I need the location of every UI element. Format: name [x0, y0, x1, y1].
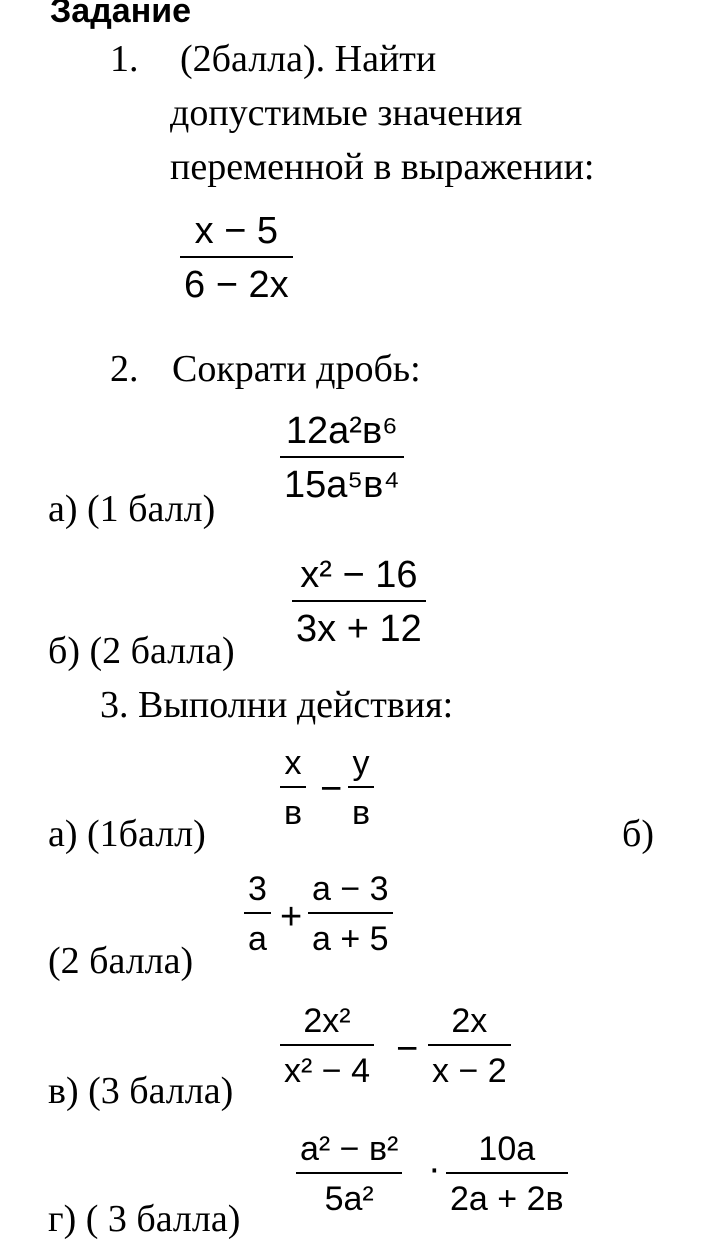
task1-numerator: x − 5: [194, 210, 279, 252]
task3b-f2-denominator: a + 5: [312, 920, 389, 958]
task1-line3: переменной в выражении:: [170, 146, 595, 188]
task3a-operator: −: [320, 768, 343, 810]
task3b-label: (2 балла): [48, 940, 194, 982]
task3a-f1-numerator: x: [284, 744, 302, 782]
task2b-label: б) (2 балла): [48, 630, 235, 672]
task3c-f2-numerator: 2x: [451, 1002, 488, 1040]
fraction-bar: [244, 912, 271, 914]
task2-number: 2.: [110, 348, 139, 390]
fraction-bar: [348, 786, 374, 788]
task3a-fraction-1: [280, 746, 306, 830]
task1-line2: допустимые значения: [170, 92, 523, 134]
task1-line1: (2балла). Найти: [180, 38, 437, 80]
task2a-denominator: 15a⁵в⁴: [284, 464, 400, 506]
task3c-f2-denominator: x − 2: [432, 1052, 507, 1090]
task3b-operator: +: [280, 896, 303, 938]
task3d-f2-denominator: 2a + 2в: [450, 1180, 564, 1218]
task3b-f1-denominator: a: [248, 920, 267, 958]
task3c-label: в) (3 балла): [48, 1070, 234, 1112]
task1-number: 1.: [110, 38, 139, 80]
task3a-f2-numerator: y: [352, 744, 370, 782]
fraction-bar: [296, 1172, 402, 1174]
fraction-bar: [180, 256, 293, 258]
fraction-bar: [280, 1044, 374, 1046]
task1-fraction: [180, 212, 293, 304]
task3d-f1-denominator: 5a²: [324, 1180, 374, 1218]
task3d-fraction-1: [296, 1132, 402, 1216]
task3a-f2-denominator: в: [352, 794, 371, 832]
task3d-f1-numerator: a² − в²: [300, 1130, 399, 1168]
page-title: Задание: [50, 0, 192, 30]
fraction-bar: [446, 1172, 568, 1174]
task2b-fraction: [292, 556, 426, 648]
fraction-bar: [280, 456, 404, 458]
fraction-bar: [428, 1044, 511, 1046]
task1-denominator: 6 − 2x: [184, 264, 289, 306]
task2b-denominator: 3x + 12: [296, 608, 422, 650]
task3a-fraction-2: [348, 746, 374, 830]
task2-title: Сократи дробь:: [172, 348, 421, 390]
task3d-fraction-2: [446, 1132, 568, 1216]
task3d-f2-numerator: 10a: [478, 1130, 536, 1168]
task3c-f1-denominator: x² − 4: [284, 1052, 370, 1090]
task3a-f1-denominator: в: [284, 794, 303, 832]
fraction-bar: [308, 912, 393, 914]
task3b-fraction-1: [244, 872, 271, 956]
task3c-operator: −: [396, 1028, 419, 1070]
task2a-numerator: 12a²в⁶: [285, 410, 398, 452]
task3c-f1-numerator: 2x²: [303, 1002, 351, 1040]
task3c-fraction-2: [428, 1004, 511, 1088]
task3b-f2-numerator: a − 3: [312, 870, 389, 908]
task3c-fraction-1: [280, 1004, 374, 1088]
task3b-letter: б): [622, 813, 654, 855]
task3b-fraction-2: [308, 872, 393, 956]
fraction-bar: [280, 786, 306, 788]
task3b-f1-numerator: 3: [248, 870, 267, 908]
task2b-numerator: x² − 16: [300, 554, 418, 596]
task3a-label: а) (1балл): [48, 813, 206, 855]
task2a-label: а) (1 балл): [48, 488, 216, 530]
task3-title: 3. Выполни действия:: [100, 684, 454, 726]
task3d-operator: ·: [428, 1148, 441, 1190]
task2a-fraction: [280, 412, 404, 504]
fraction-bar: [292, 600, 426, 602]
task3d-label: г) ( 3 балла): [48, 1198, 241, 1240]
